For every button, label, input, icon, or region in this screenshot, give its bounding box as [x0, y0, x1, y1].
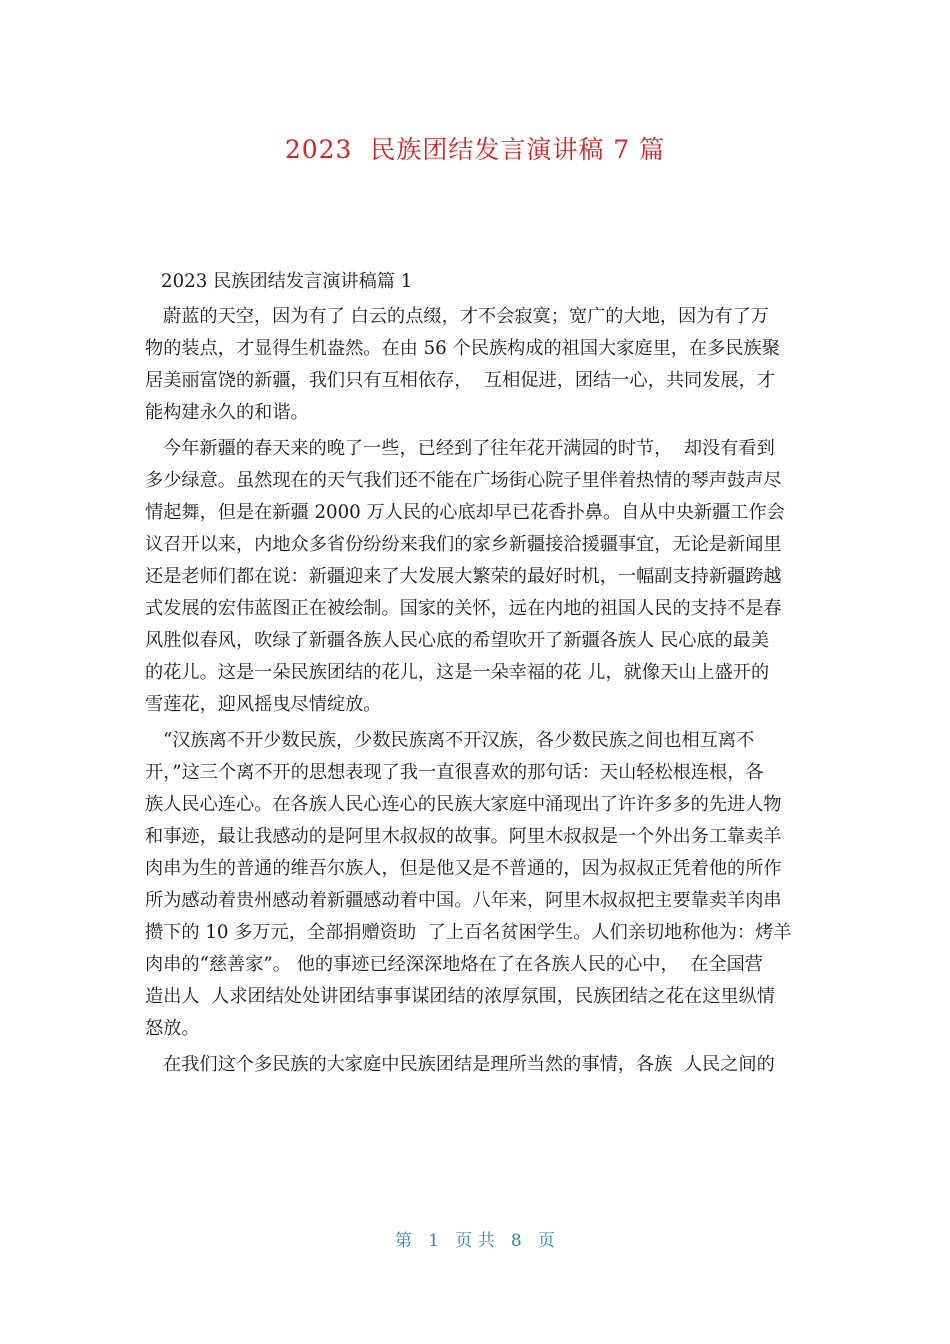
paragraph-line: 肉串为生的普通的维吾尔族人，但是他又是不普通的，因为叔叔正凭着他的所作	[145, 858, 782, 879]
paragraph-2	[145, 433, 810, 721]
paragraph-line: 还是老师们都在说：新疆迎来了大发展大繁荣的最好时机，一幅副支持新疆跨越	[145, 566, 782, 587]
paragraph-line: 开，”这三个离不开的思想表现了我一直很喜欢的那句话：天山轻松根连根，各	[145, 762, 764, 783]
paragraph-line: 议召开以来，内地众多省份纷纷来我们的家乡新疆接洽援疆事宜，无论是新闻里	[145, 534, 782, 555]
paragraph-line: 居美丽富饶的新疆，我们只有互相依存， 互相促进，团结一心，共同发展，才	[145, 370, 775, 391]
paragraph-line: 雪莲花，迎风摇曳尽情绽放。	[145, 694, 382, 715]
paragraph-line: 今年新疆的春天来的晚了一些，已经到了往年花开满园的时节， 却没有看到	[163, 438, 775, 459]
paragraph-line: 族人民心连心。在各族人民心连心的民族大家庭中涌现出了许许多多的先进人物	[145, 794, 782, 815]
page-footer: 第 1 页 共 8 页	[395, 1231, 555, 1251]
paragraph-3	[145, 725, 810, 1045]
paragraph-line: 情起舞，但是在新疆 2000 万人民的心底却早已花香扑鼻。自从中央新疆工作会	[145, 502, 785, 523]
document-title: 2023 民族团结发言演讲稿 7 篇	[284, 135, 666, 164]
paragraph-line: 风胜似春风，吹绿了新疆各族人民心底的希望吹开了新疆各族人 民心底的最美	[145, 630, 770, 651]
paragraph-line: 怒放。	[145, 1018, 200, 1039]
paragraph-line: 造出人 人求团结处处讲团结事事谋团结的浓厚氛围，民族团结之花在这里纵情	[145, 986, 775, 1007]
section-heading: 2023 民族团结发言演讲稿篇 1	[161, 271, 413, 292]
paragraph-line: 式发展的宏伟蓝图正在被绘制。国家的关怀，远在内地的祖国人民的支持不是春	[145, 598, 782, 619]
paragraph-line: 所为感动着贵州感动着新疆感动着中国。八年来，阿里木叔叔把主要靠卖羊肉串	[145, 890, 782, 911]
paragraph-line: 肉串的“慈善家”。 他的事迹已经深深地烙在了在各族人民的心中， 在全国营	[145, 954, 763, 975]
paragraph-line: 能构建永久的和谐。	[145, 402, 309, 423]
paragraph-line: 和事迹，最让我感动的是阿里木叔叔的故事。阿里木叔叔是一个外出务工靠卖羊	[145, 826, 782, 847]
paragraph-4	[145, 1049, 810, 1081]
paragraph-line: 多少绿意。虽然现在的天气我们还不能在广场街心院子里伴着热情的琴声鼓声尽	[145, 470, 782, 491]
paragraph-line: 的花儿。这是一朵民族团结的花儿，这是一朵幸福的花 儿，就像天山上盛开的	[145, 662, 770, 683]
paragraph-line: 攒下的 10 多万元，全部捐赠资助 了上百名贫困学生。人们亲切地称他为：烤羊	[145, 922, 792, 943]
paragraph-1	[145, 301, 810, 429]
paragraph-line: 蔚蓝的天空，因为有了 白云的点缀，才不会寂寞；宽广的大地，因为有了万	[163, 306, 769, 327]
paragraph-line: “汉族离不开少数民族，少数民族离不开汉族，各少数民族之间也相互离不	[163, 730, 755, 751]
paragraph-line: 在我们这个多民族的大家庭中民族团结是理所当然的事情，各族 人民之间的	[163, 1054, 775, 1075]
paragraph-line: 物的装点，才显得生机盎然。在由 56 个民族构成的祖国大家庭里，在多民族聚	[145, 338, 780, 359]
document-body	[145, 266, 810, 1085]
